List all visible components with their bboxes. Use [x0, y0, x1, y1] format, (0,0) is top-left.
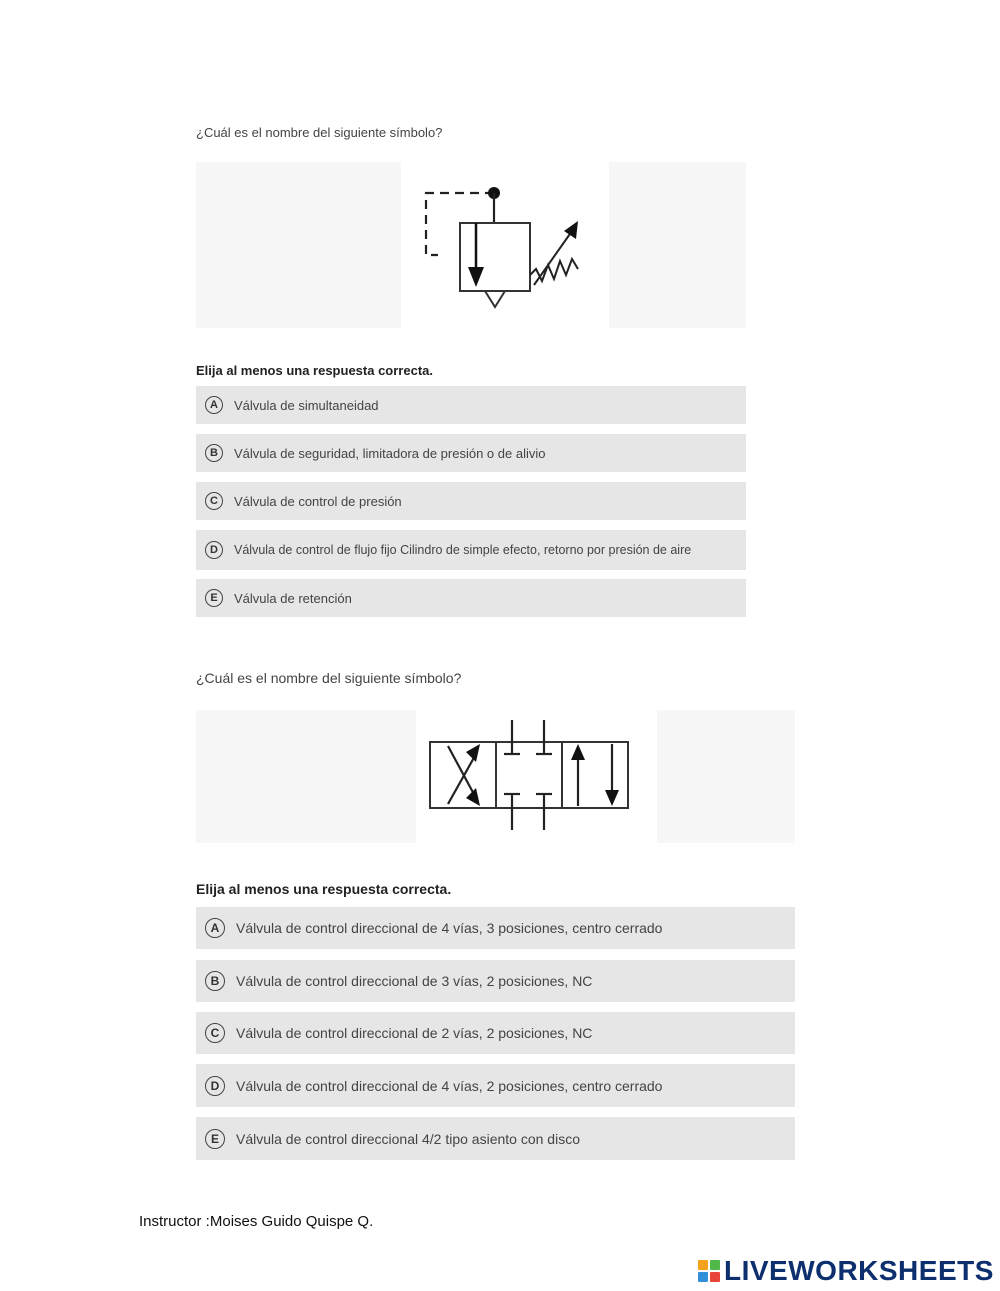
- image-panel-right: [657, 710, 795, 843]
- answer-option-d[interactable]: [196, 1064, 795, 1107]
- answer-option-a[interactable]: [196, 907, 795, 949]
- instructor-credit: Instructor :Moises Guido Quispe Q.: [139, 1213, 374, 1230]
- option-letter: C: [205, 1023, 225, 1043]
- question-prompt: ¿Cuál es el nombre del siguiente símbolo?: [196, 125, 443, 140]
- answer-option-c[interactable]: [196, 1012, 795, 1054]
- option-letter: E: [205, 1129, 225, 1149]
- option-text: Válvula de control direccional de 3 vías, 2 posiciones, NC: [236, 973, 593, 989]
- question-prompt: ¿Cuál es el nombre del siguiente símbolo?: [196, 670, 462, 686]
- image-panel-right: [609, 162, 746, 328]
- answer-option-b[interactable]: [196, 960, 795, 1002]
- logo-cube: [710, 1260, 720, 1270]
- option-letter: A: [205, 918, 225, 938]
- option-text: Válvula de control direccional 4/2 tipo asiento con disco: [236, 1130, 580, 1147]
- option-letter: D: [205, 541, 223, 559]
- logo-text: LIVEWORKSHEETS: [724, 1255, 994, 1286]
- option-text: Válvula de control direccional de 2 vías, 2 posiciones, NC: [236, 1025, 593, 1041]
- option-text: Válvula de control de presión: [234, 493, 402, 509]
- logo-cube: [710, 1272, 720, 1282]
- option-text: Válvula de control de flujo fijo Cilindro de simple efecto, retorno por presión de aire: [234, 543, 692, 557]
- directional-control-valve-icon: [424, 714, 634, 836]
- option-text: Válvula de simultaneidad: [234, 397, 379, 413]
- option-letter: A: [205, 396, 223, 414]
- logo-cube: [698, 1272, 708, 1282]
- answer-instruction: Elija al menos una respuesta correcta.: [196, 363, 433, 378]
- option-text: Válvula de seguridad, limitadora de presión o de alivio: [234, 445, 546, 461]
- option-letter: D: [205, 1076, 225, 1096]
- answer-option-d[interactable]: [196, 530, 746, 570]
- option-letter: B: [205, 444, 223, 462]
- option-text: Válvula de control direccional de 4 vías, 2 posiciones, centro cerrado: [236, 1077, 663, 1094]
- logo-cubes-icon: [698, 1260, 720, 1282]
- option-text: Válvula de control direccional de 4 vías, 3 posiciones, centro cerrado: [236, 920, 663, 936]
- answer-option-e[interactable]: [196, 579, 746, 617]
- answer-option-e[interactable]: [196, 1117, 795, 1160]
- answer-option-c[interactable]: [196, 482, 746, 520]
- option-letter: E: [205, 589, 223, 607]
- pressure-relief-valve-icon: [410, 175, 600, 315]
- image-panel-left: [196, 162, 401, 328]
- answer-option-b[interactable]: [196, 434, 746, 472]
- logo-cube: [698, 1260, 708, 1270]
- option-letter: C: [205, 492, 223, 510]
- image-panel-left: [196, 710, 416, 843]
- answer-option-a[interactable]: [196, 386, 746, 424]
- answer-instruction: Elija al menos una respuesta correcta.: [196, 881, 452, 897]
- option-letter: B: [205, 971, 225, 991]
- liveworksheets-logo: [698, 1255, 994, 1287]
- option-text: Válvula de retención: [234, 590, 352, 606]
